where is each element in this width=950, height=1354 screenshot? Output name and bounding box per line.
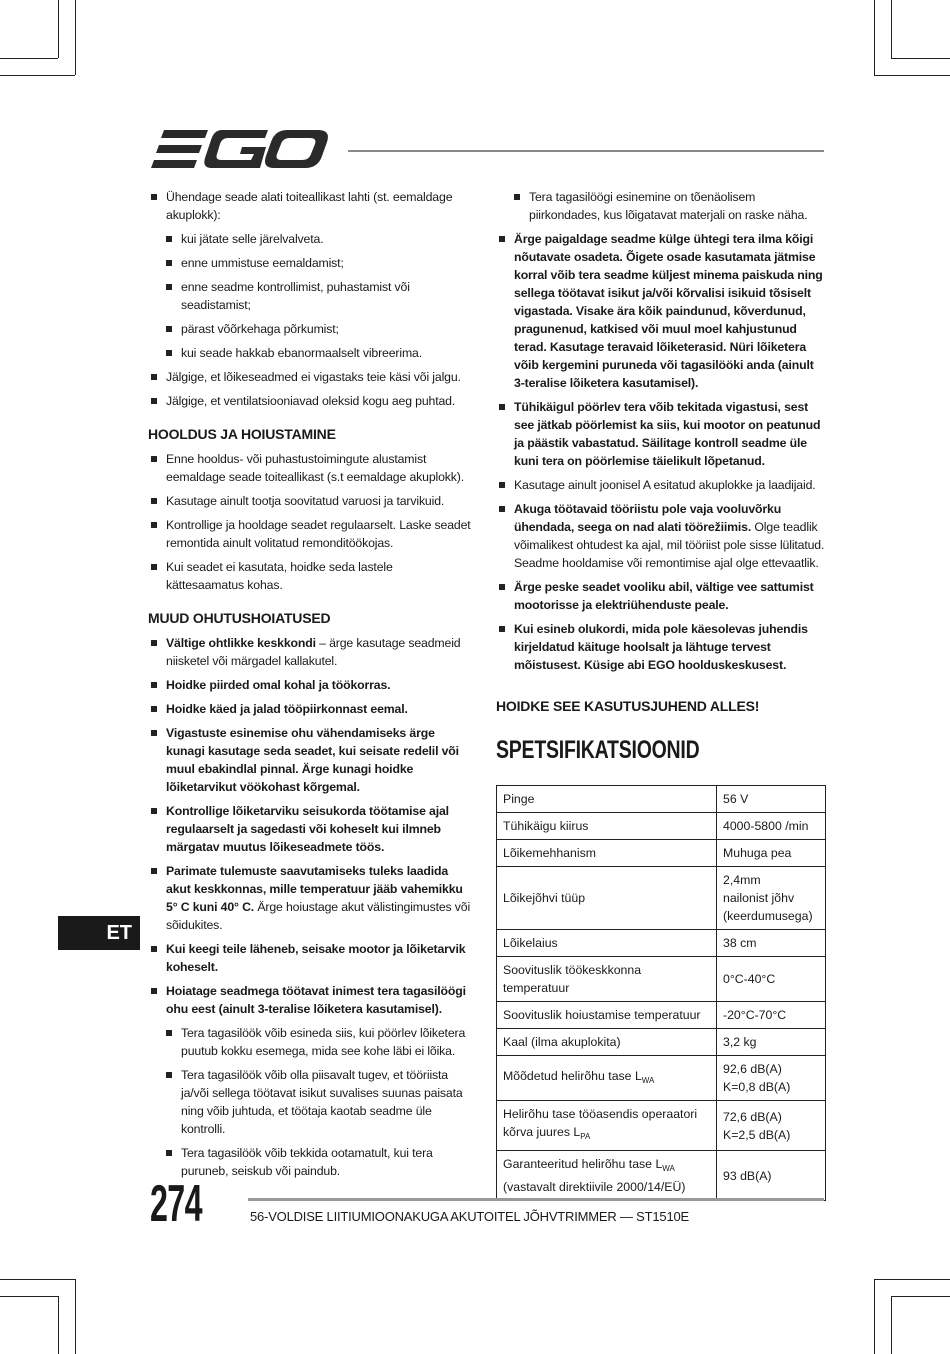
spec-key-text: Lõikelaius — [503, 936, 558, 950]
list-item-text: Ärge hoiustage akut välistingimustes või sõidukites. — [166, 900, 471, 932]
list-item-bold: Hoiatage seadmega töötavat inimest tera tagasilöögi ohu eest (ainult 3-teralise lõiketera kasutamisel). — [166, 984, 466, 1016]
other-warnings-heading: MUUD OHUTUSHOIATUSED — [148, 610, 331, 626]
footer-rule — [248, 1198, 824, 1201]
kickback-item: Tera tagasilöök võib olla piisavalt tugev, et tööriista ja/või sellega töötavat isikut suvalises suunas paisata ning võib juhtuda, et töötaja kaotab seadme üle kontrolli. — [163, 1066, 473, 1138]
crop-mark — [58, 1296, 59, 1354]
header-rule — [348, 150, 824, 152]
spec-row — [497, 1029, 826, 1056]
spec-key — [497, 1029, 717, 1056]
list-item — [496, 500, 826, 572]
list-item: Enne hooldus- või puhastustoimingute alustamist eemaldage seade toiteallikast (s.t eemaldage akuplokk). — [148, 450, 473, 486]
maintenance-heading: HOOLDUS JA HOIUSTAMINE — [148, 426, 336, 442]
spec-value: 4000-5800 /min — [717, 813, 826, 840]
spec-key-text: Soovituslik töökeskkonna temperatuur — [503, 963, 642, 995]
list-item-bold: Ärge peske seadet vooliku abil, vältige vee sattumist mootorisse ja elektriühenduste peale. — [514, 580, 814, 612]
list-item — [496, 578, 826, 614]
spec-row — [497, 786, 826, 813]
crop-mark — [874, 0, 875, 75]
spec-row — [497, 1101, 826, 1151]
crop-mark — [0, 1296, 58, 1297]
spec-row — [497, 1002, 826, 1029]
crop-mark — [874, 1279, 875, 1354]
list-item — [148, 724, 473, 796]
page-number: 274 — [150, 1175, 202, 1233]
spec-key-text: Pinge — [503, 792, 535, 806]
other-warnings-list — [148, 634, 473, 1018]
spec-row — [497, 867, 826, 930]
list-item — [496, 620, 826, 674]
spec-key — [497, 957, 717, 1002]
spec-key-text: Kaal (ilma akuplokita) — [503, 1035, 621, 1049]
spec-table — [496, 785, 826, 1201]
spec-row — [497, 813, 826, 840]
spec-value: 0°C-40°C — [717, 957, 826, 1002]
ego-logo — [150, 126, 330, 172]
kickback-item: Tera tagasilöögi esinemine on tõenäolisem piirkondades, kus lõigatavat materjali on raske näha. — [511, 188, 826, 224]
spec-heading: SPETSIFIKATSIOONID — [496, 736, 700, 764]
spec-value: 72,6 dB(A) K=2,5 dB(A) — [717, 1101, 826, 1151]
spec-key-text: Lõikemehhanism — [503, 846, 596, 860]
list-item: Jälgige, et lõikeseadmed ei vigastaks teie käsi või jalgu. — [148, 368, 473, 386]
spec-row — [497, 840, 826, 867]
spec-key-text: Tühikäigu kiirus — [503, 819, 589, 833]
crop-mark — [874, 1279, 950, 1280]
list-item-text: Olge teadlik võimalikest ohtudest ka ajal, mil tööriist pole sisse lülitatud. Seadme hooldamise või remontimise ajal olge ettevaatlik. — [514, 520, 825, 570]
spec-key-note: (vastavalt direktiivile 2000/14/EÜ) — [503, 1180, 686, 1194]
spec-value: Muhuga pea — [717, 840, 826, 867]
list-item — [148, 700, 473, 718]
list-item: Ühendage seade alati toiteallikast lahti (st. eemaldage akuplokk): — [148, 188, 473, 224]
spec-key — [497, 786, 717, 813]
crop-mark — [75, 0, 76, 75]
spec-key-text: Lõikejõhvi tüüp — [503, 891, 586, 905]
list-item — [496, 476, 826, 494]
list-item-bold: Akuga töötavaid tööriistu pole vaja vooluvõrku ühendada, seega on nad alati töörežiimis. — [514, 502, 782, 534]
list-item — [148, 862, 473, 934]
list-item-text: Kasutage ainult joonisel A esitatud akuplokke ja laadijaid. — [514, 478, 816, 492]
spec-key — [497, 1002, 717, 1029]
footer-title: 56-VOLDISE LIITIUMIOONAKUGA AKUTOITEL JÕHVTRIMMER — ST1510E — [250, 1209, 689, 1224]
disconnect-list — [148, 188, 473, 410]
list-item — [148, 982, 473, 1018]
keep-manual-notice: HOIDKE SEE KASUTUSJUHEND ALLES! — [496, 698, 760, 714]
spec-row — [497, 1151, 826, 1201]
list-item-bold: Kui keegi teile läheneb, seisake mootor ja lõiketarvik koheselt. — [166, 942, 466, 974]
list-item: enne ummistuse eemaldamist; — [163, 254, 473, 272]
spec-key-text: Garanteeritud helirõhu tase L — [503, 1157, 663, 1171]
language-tab: ET — [58, 916, 140, 950]
list-item — [148, 940, 473, 976]
spec-value: 3,2 kg — [717, 1029, 826, 1056]
spec-row — [497, 957, 826, 1002]
spec-key-text: Soovituslik hoiustamise temperatuur — [503, 1008, 701, 1022]
spec-key-text: Helirõhu tase tööasendis operaatori kõrva juures L — [503, 1107, 698, 1139]
kickback-item: Tera tagasilöök võib tekkida ootamatult, kui tera puruneb, seiskub või paindub. — [163, 1144, 473, 1180]
crop-mark — [0, 75, 75, 76]
crop-mark — [891, 1296, 950, 1297]
list-item-bold: Ärge paigaldage seadme külge ühtegi tera ilma kõigi nõutavate osadeta. Õigete osade kasutamata jätmise korral võib tera seadme küljest minema paiskuda ning sellega töötavat isikut ja/või kõrvalisi isikuid tõsiselt vigastada. Visake ära kõik paindunud, kõverdunud, pragunenud, katkised või muul moel kahjustunud terad. Kasutage teravaid lõiketerasid. Nüri lõiketera võib kergemini puruneda või tagasilööki anda (ainult 3-teralise lõiketera kasutamisel). — [514, 232, 823, 390]
list-item — [148, 676, 473, 694]
crop-mark — [891, 0, 892, 58]
list-item-bold: Kontrollige lõiketarviku seisukorda töötamise ajal regulaarselt ja sagedasti või koheselt kui ilmneb märgatav muutus lõikeseadmete töös. — [166, 804, 449, 854]
spec-key-subscript: WA — [662, 1164, 675, 1173]
crop-mark — [0, 58, 58, 59]
crop-mark — [0, 1279, 75, 1280]
spec-value: 93 dB(A) — [717, 1151, 826, 1201]
crop-mark — [874, 75, 950, 76]
left-column — [148, 188, 473, 1186]
crop-mark — [891, 1296, 892, 1354]
spec-key-text: Mõõdetud helirõhu tase L — [503, 1068, 642, 1083]
list-item-bold: Hoidke piirded omal kohal ja töökorras. — [166, 678, 391, 692]
spec-key — [497, 1056, 717, 1101]
spec-value: -20°C-70°C — [717, 1002, 826, 1029]
spec-key-subscript: PA — [580, 1132, 591, 1141]
list-item: kui jätate selle järelvalveta. — [163, 230, 473, 248]
spec-key — [497, 867, 717, 930]
crop-mark — [891, 58, 950, 59]
spec-row — [497, 930, 826, 957]
spec-key — [497, 930, 717, 957]
list-item — [496, 230, 826, 392]
spec-key — [497, 1151, 717, 1201]
safety-list — [496, 230, 826, 674]
spec-row — [497, 1056, 826, 1101]
list-item-bold: Vältige ohtlikke keskkondi — [166, 636, 316, 650]
list-item: pärast võõrkehaga põrkumist; — [163, 320, 473, 338]
list-item: Kontrollige ja hooldage seadet regulaarselt. Laske seadet remontida ainult volitatud remonditöökojas. — [148, 516, 473, 552]
spec-key — [497, 813, 717, 840]
list-item: Jälgige, et ventilatsiooniavad oleksid kogu aeg puhtad. — [148, 392, 473, 410]
spec-key — [497, 840, 717, 867]
spec-value: 56 V — [717, 786, 826, 813]
list-item: kui seade hakkab ebanormaalselt vibreerima. — [163, 344, 473, 362]
spec-key — [497, 1101, 717, 1151]
list-item-bold: Tühikäigul pöörlev tera võib tekitada vigastusi, sest see jätkab pöörlemist ka siis, kui mootor on peatunud ja päästik vabastatud. Säilitage kontroll seadme üle kuni tera on pöörlemise täielikult lõpetanud. — [514, 400, 821, 468]
right-column — [496, 188, 826, 1201]
list-item: Kui seadet ei kasutata, hoidke seda lastele kättesaamatus kohas. — [148, 558, 473, 594]
list-item-bold: Parimate tulemuste saavutamiseks tuleks laadida akut keskkonnas, mille temperatuur jääb vahemikku 5° C kuni 40° C. — [166, 864, 463, 914]
spec-value: 38 cm — [717, 930, 826, 957]
list-item-bold: Vigastuste esinemise ohu vähendamiseks ärge kunagi kasutage seda seadet, kui seisate redelil või muul ebakindlal pinnal. Ärge kunagi hoidke lõiketarvikut vöökohast kõrgemal. — [166, 726, 459, 794]
list-item-bold: Hoidke käed ja jalad tööpiirkonnast eemal. — [166, 702, 408, 716]
list-item — [148, 802, 473, 856]
list-item: Kasutage ainult tootja soovitatud varuosi ja tarvikuid. — [148, 492, 473, 510]
list-item-text: – ärge kasutage seadmeid niisketel või märgadel kallakutel. — [166, 636, 461, 668]
list-item: enne seadme kontrollimist, puhastamist või seadistamist; — [163, 278, 473, 314]
spec-key-subscript: WA — [641, 1075, 655, 1085]
kickback-item: Tera tagasilöök võib esineda siis, kui pöörlev lõiketera puutub kokku esemega, mida see kohe läbi ei lõika. — [163, 1024, 473, 1060]
crop-mark — [58, 0, 59, 58]
kickback-list — [148, 1024, 473, 1180]
list-item — [496, 398, 826, 470]
spec-value: 92,6 dB(A) K=0,8 dB(A) — [717, 1056, 826, 1101]
list-item — [148, 634, 473, 670]
crop-mark — [75, 1279, 76, 1354]
list-item-bold: Kui esineb olukordi, mida pole käesolevas juhendis kirjeldatud käituge hoolsalt ja lähtuge tervest mõistusest. Küsige abi EGO hoolduskeskusest. — [514, 622, 808, 672]
maintenance-list — [148, 450, 473, 594]
spec-value: 2,4mm nailonist jõhv (keerdumusega) — [717, 867, 826, 930]
